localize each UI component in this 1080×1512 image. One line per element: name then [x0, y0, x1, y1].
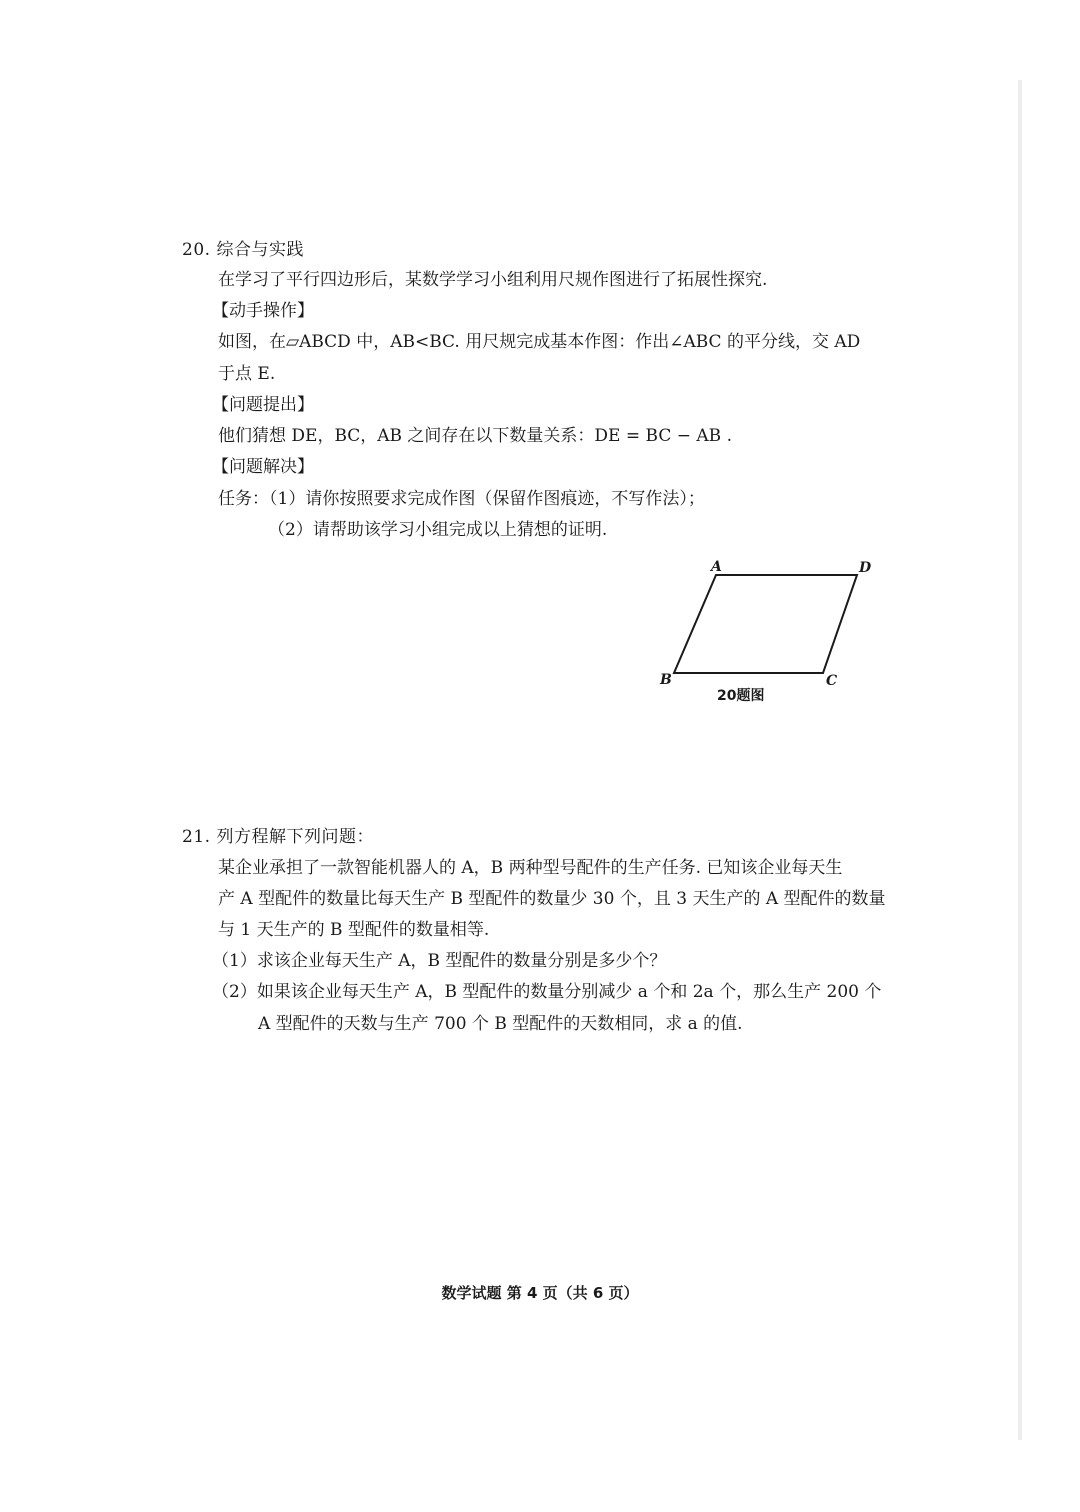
q20-figure: [650, 555, 880, 715]
q21-body-line3: 与 1 天生产的 B 型配件的数量相等.: [218, 920, 490, 940]
page-edge-shadow: [1018, 80, 1022, 1440]
q20-section-solve: 【问题解决】: [212, 457, 314, 477]
q21-title: 列方程解下列问题：: [216, 827, 374, 847]
q20-operation-line2: 于点 E.: [218, 364, 276, 384]
q20-task1: 任务：（1）请你按照要求完成作图（保留作图痕迹，不写作法）；: [218, 489, 705, 509]
q20-heading: [182, 238, 304, 262]
page-footer: 数学试题 第 4 页（共 6 页）: [441, 1284, 639, 1302]
q20-operation-line1: 如图，在▱ABCD 中，AB<BC. 用尺规完成基本作图：作出∠ABC 的平分线，交 AD: [218, 332, 861, 352]
q20-problem-text: 他们猜想 DE，BC，AB 之间存在以下数量关系：DE = BC − AB .: [218, 426, 732, 446]
vertex-label-b: B: [660, 672, 672, 688]
q21-body-line2: 产 A 型配件的数量比每天生产 B 型配件的数量少 30 个，且 3 天生产的 A 型配件的数量: [218, 889, 886, 909]
q21-sub2-line1: （2）如果该企业每天生产 A，B 型配件的数量分别减少 a 个和 2a 个，那么生产 200 个: [212, 982, 882, 1002]
q20-section-operation: 【动手操作】: [212, 301, 314, 321]
q21-sub2-line2: A 型配件的天数与生产 700 个 B 型配件的天数相同，求 a 的值.: [258, 1014, 743, 1034]
q20-task2: （2）请帮助该学习小组完成以上猜想的证明.: [268, 520, 608, 540]
q20-title: 综合与实践: [216, 240, 304, 260]
q20-section-problem: 【问题提出】: [212, 395, 314, 415]
vertex-label-d: D: [859, 560, 872, 576]
q21-number: 21.: [182, 827, 211, 847]
q21-body-line1: 某企业承担了一款智能机器人的 A，B 两种型号配件的生产任务. 已知该企业每天生: [218, 858, 843, 878]
q20-intro: 在学习了平行四边形后，某数学学习小组利用尺规作图进行了拓展性探究.: [218, 270, 768, 290]
q21-sub1: （1）求该企业每天生产 A，B 型配件的数量分别是多少个？: [212, 951, 667, 971]
q20-number: 20.: [182, 240, 211, 260]
vertex-label-a: A: [711, 559, 722, 575]
q21-heading: [182, 825, 374, 849]
figure-caption: 20题图: [717, 688, 765, 704]
vertex-label-c: C: [826, 673, 838, 689]
parallelogram-diagram: [650, 555, 880, 715]
parallelogram-abcd: [674, 575, 857, 673]
